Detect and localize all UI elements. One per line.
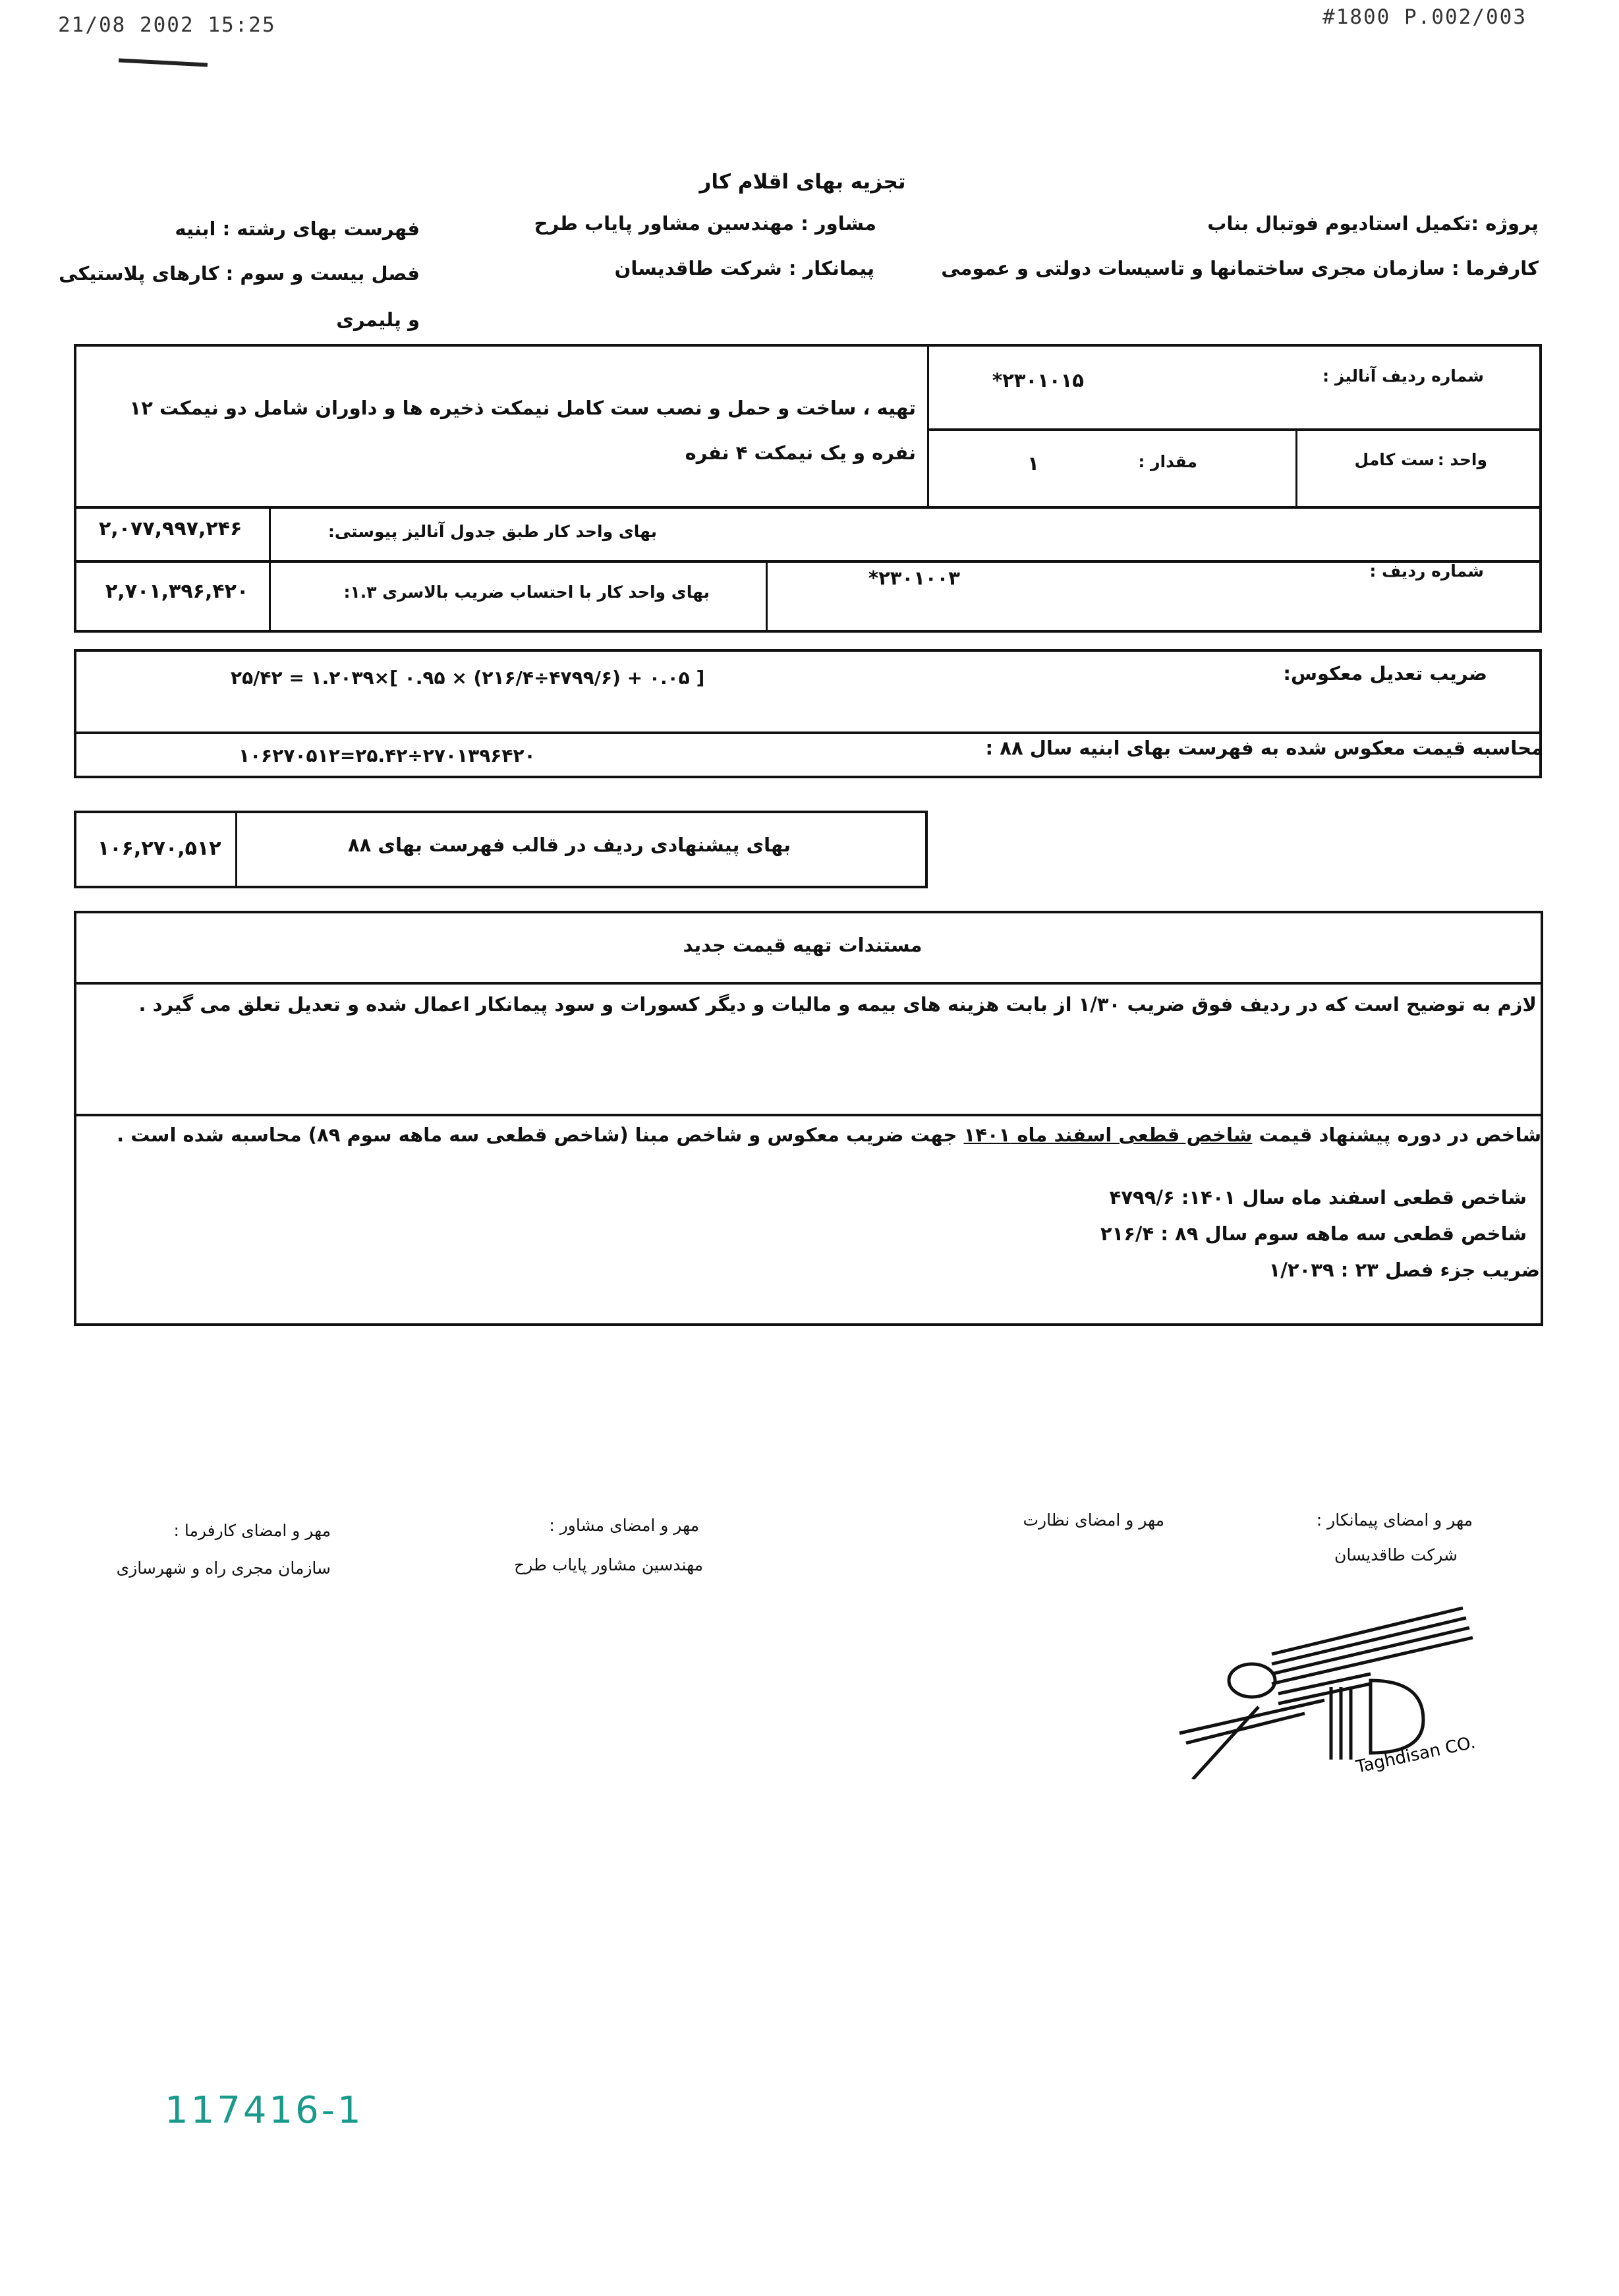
fax-page-number: #1800 P.002/003 [1322,5,1527,29]
chapter-coefficient: ضریب جزء فصل ۲۳ : ۱/۲۰۳۹ [1268,1259,1540,1281]
analysis-row-value: ۲۳۰۱۰۱۵* [992,369,1084,391]
document-title: تجزیه بهای اقلام کار [699,170,906,194]
row-number-label: شماره ردیف : [1369,561,1484,581]
index-note [105,1120,1541,1149]
employer-name: کارفرما : سازمان مجری ساختمانها و تاسیسات دولتی و عمومی [941,257,1539,279]
unit-price-label: بهای واحد کار طبق جدول آنالیز پیوستی: [327,522,657,541]
contractor-signature-name: شرکت طاقدیسان [1334,1545,1458,1564]
consultant-signature-label: مهر و امضای مشاور : [549,1516,699,1535]
quantity-value: ۱ [1027,452,1039,474]
employer-signature-label: مهر و امضای کارفرما : [173,1521,331,1540]
scribble-mark [119,58,208,67]
price-list: فهرست بهای رشته : ابنیه [175,217,420,240]
project-name: پروژه :تکمیل استادیوم فوتبال بناب [1207,212,1539,235]
contractor-name: پیمانکار : شرکت طاقدیسان [614,257,874,279]
index-note-underlined: شاخص قطعی اسفند ماه ۱۴۰۱ [963,1124,1253,1146]
reverse-calc-label: محاسبه قیمت معکوس شده به فهرست بهای ابنیه سال ۸۸ : [985,737,1543,759]
index-note-pre: شاخص در دوره پیشنهاد قیمت [1252,1124,1541,1146]
fax-datetime: 21/08 2002 15:25 [58,13,276,37]
price-box [74,506,1542,633]
reverse-coef-formula: [ ۰.۰۵ + (۴۷۹۹/۶÷۲۱۶/۴) × ۰.۹۵ ]×۱.۲۰۳۹ = ۲۵/۴۲ [231,667,705,689]
chapter: فصل بیست و سوم : کارهای پلاستیکی [59,262,420,285]
proposed-price-label: بهای پیشنهادی ردیف در قالب فهرست بهای ۸۸ [347,834,791,856]
unit-label: واحد : [1437,450,1487,469]
proposed-price-value: ۱۰۶,۲۷۰,۵۱۲ [98,837,221,860]
overhead-price-label: بهای واحد کار با احتساب ضریب بالاسری ۱.۳: [343,583,710,602]
index-1401: شاخص قطعی اسفند ماه سال ۱۴۰۱: ۴۷۹۹/۶ [1109,1186,1527,1209]
item-description: تهیه ، ساخت و حمل و نصب ست کامل نیمکت ذخیره ها و داوران شامل دو نیمکت ۱۲ نفره و یک نیمکت ۴ نفره [129,397,916,464]
analysis-row-label: شماره ردیف آنالیز : [1322,366,1484,386]
unit-value: ست کامل [1354,450,1434,469]
consultant-signature-name: مهندسین مشاور پایاب طرح [514,1555,703,1574]
supervision-signature-label: مهر و امضای نظارت [1023,1510,1164,1530]
index-note-post: جهت ضریب معکوس و شاخص مبنا (شاخص قطعی سه ماهه سوم ۸۹) محاسبه شده است . [117,1124,964,1146]
svg-text:Taghdisan CO.: Taghdisan CO. [1354,1733,1477,1777]
handwritten-number: 117416-1 [165,2089,364,2132]
documents-paragraph: لازم به توضیح است که در ردیف فوق ضریب ۱/۳۰ از بابت هزینه های بیمه و مالیات و دیگر کسورات و سود پیمانکار اعمال شده و تعدیل تعلق می گیرد . [138,993,1537,1016]
company-stamp-icon [1173,1582,1502,1779]
row-number-value: ۲۳۰۱۰۰۳* [868,567,960,589]
reverse-calc-value: ۲۷۰۱۳۹۶۴۲۰÷۲۵.۴۲=۱۰۶۲۷۰۵۱۲ [239,745,536,766]
index-89: شاخص قطعی سه ماهه سوم سال ۸۹ : ۲۱۶/۴ [1100,1222,1527,1245]
employer-signature-name: سازمان مجری راه و شهرسازی [116,1559,331,1578]
reverse-coef-label: ضریب تعدیل معکوس: [1283,662,1487,685]
overhead-price-value: ۲,۷۰۱,۳۹۶,۴۲۰ [105,580,249,603]
documents-title: مستندات تهیه قیمت جدید [683,934,923,956]
quantity-label: مقدار : [1138,452,1197,471]
chapter-continued: و پلیمری [336,308,420,331]
contractor-signature-label: مهر و امضای پیمانکار : [1316,1510,1473,1530]
consultant-name: مشاور : مهندسین مشاور پایاب طرح [534,212,876,235]
unit-price-value: ۲,۰۷۷,۹۹۷,۲۴۶ [99,517,242,540]
